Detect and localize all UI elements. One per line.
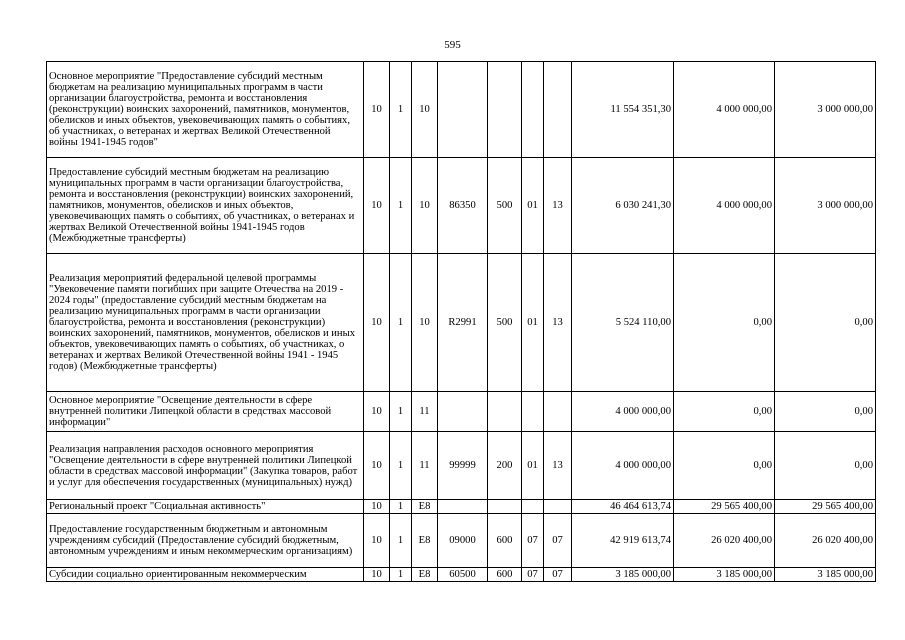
table-row [47, 500, 876, 514]
row-name: Региональный проект "Социальная активность" [47, 500, 364, 514]
code-cell: 1 [390, 432, 412, 500]
code-cell [488, 62, 522, 158]
amount-cell: 26 020 400,00 [674, 514, 775, 568]
code-cell [438, 500, 488, 514]
code-cell: 1 [390, 514, 412, 568]
code-cell: 1 [390, 158, 412, 254]
code-cell: 1 [390, 62, 412, 158]
amount-cell: 4 000 000,00 [674, 62, 775, 158]
table-row [47, 514, 876, 568]
code-cell: E8 [412, 500, 438, 514]
code-cell: 07 [522, 514, 544, 568]
code-cell [488, 500, 522, 514]
amount-cell: 0,00 [775, 392, 876, 432]
code-cell: 1 [390, 500, 412, 514]
amount-cell: 4 000 000,00 [572, 432, 674, 500]
row-name: Реализация мероприятий федеральной целевой программы "Увековечение памяти погибших при защите Отечества на 2019 - 2024 годы" (предоставление субсидий местным бюджетам на реализацию муниципальных программ в части организации благоустройства, ремонта и восстановления (реконструкции) воинских захоронений, памятников, монументов, обелисков и иных объектов, увековечивающих память о событиях, об участниках, о ветеранах и жертвах Великой Отечественной войны 1941 - 1945 годов) (Межбюджетные трансферты) [47, 254, 364, 392]
amount-cell: 6 030 241,30 [572, 158, 674, 254]
code-cell [438, 392, 488, 432]
code-cell: 1 [390, 254, 412, 392]
code-cell [544, 392, 572, 432]
page-number: 595 [444, 39, 461, 51]
code-cell: 01 [522, 254, 544, 392]
row-name: Основное мероприятие "Освещение деятельности в сфере внутренней политики Липецкой области в средствах массовой информации" [47, 392, 364, 432]
table-row [47, 62, 876, 158]
code-cell [544, 62, 572, 158]
amount-cell: 11 554 351,30 [572, 62, 674, 158]
code-cell: E8 [412, 568, 438, 582]
row-name: Предоставление субсидий местным бюджетам на реализацию муниципальных программ в части организации благоустройства, ремонта и восстановления (реконструкции) воинских захоронений, памятников, монументов, обелисков и иных объектов, увековечивающих память о событиях, об участниках, о ветеранах и жертвах Великой Отечественной войны 1941-1945 годов (Межбюджетные трансферты) [47, 158, 364, 254]
table-row [47, 432, 876, 500]
code-cell: R2991 [438, 254, 488, 392]
amount-cell: 0,00 [674, 432, 775, 500]
code-cell: 99999 [438, 432, 488, 500]
code-cell: 1 [390, 392, 412, 432]
code-cell: 600 [488, 514, 522, 568]
amount-cell: 26 020 400,00 [775, 514, 876, 568]
amount-cell: 42 919 613,74 [572, 514, 674, 568]
code-cell: 13 [544, 432, 572, 500]
table-row [47, 392, 876, 432]
amount-cell: 0,00 [775, 254, 876, 392]
code-cell: 01 [522, 432, 544, 500]
code-cell: 600 [488, 568, 522, 582]
code-cell: 01 [522, 158, 544, 254]
code-cell: 13 [544, 158, 572, 254]
code-cell [522, 500, 544, 514]
code-cell: 07 [544, 514, 572, 568]
code-cell: 10 [364, 568, 390, 582]
amount-cell: 0,00 [674, 392, 775, 432]
amount-cell: 29 565 400,00 [674, 500, 775, 514]
amount-cell: 5 524 110,00 [572, 254, 674, 392]
amount-cell: 4 000 000,00 [572, 392, 674, 432]
row-name: Реализация направления расходов основного мероприятия "Освещение деятельности в сфере внутренней политики Липецкой области в средствах массовой информации" (Закупка товаров, работ и услуг для обеспечения государственных (муниципальных) нужд) [47, 432, 364, 500]
code-cell: 10 [364, 392, 390, 432]
code-cell: 10 [364, 158, 390, 254]
code-cell: 60500 [438, 568, 488, 582]
table-row [47, 568, 876, 582]
budget-table [46, 61, 876, 582]
code-cell: 10 [364, 254, 390, 392]
amount-cell: 46 464 613,74 [572, 500, 674, 514]
amount-cell: 3 185 000,00 [572, 568, 674, 582]
code-cell: 10 [364, 500, 390, 514]
amount-cell: 3 185 000,00 [674, 568, 775, 582]
amount-cell: 3 000 000,00 [775, 158, 876, 254]
table-row [47, 158, 876, 254]
code-cell: 11 [412, 392, 438, 432]
amount-cell: 3 185 000,00 [775, 568, 876, 582]
code-cell [488, 392, 522, 432]
code-cell: E8 [412, 514, 438, 568]
amount-cell: 0,00 [674, 254, 775, 392]
code-cell: 07 [544, 568, 572, 582]
code-cell: 09000 [438, 514, 488, 568]
code-cell: 1 [390, 568, 412, 582]
row-name: Основное мероприятие "Предоставление субсидий местным бюджетам на реализацию муниципальных программ в части организации благоустройства, ремонта и восстановления (реконструкции) воинских захоронений, памятников, монументов, обелисков и иных объектов, увековечивающих память о событиях, об участниках, о ветеранах и жертвах Великой Отечественной войны 1941-1945 годов" [47, 62, 364, 158]
code-cell [438, 62, 488, 158]
row-name: Предоставление государственным бюджетным и автономным учреждениям субсидий (Предоставление субсидий бюджетным, автономным учреждениям и иным некоммерческим организациям) [47, 514, 364, 568]
code-cell [544, 500, 572, 514]
code-cell: 86350 [438, 158, 488, 254]
code-cell: 10 [412, 254, 438, 392]
code-cell: 500 [488, 254, 522, 392]
row-name: Субсидии социально ориентированным некоммерческим [47, 568, 364, 582]
code-cell: 13 [544, 254, 572, 392]
amount-cell: 3 000 000,00 [775, 62, 876, 158]
code-cell: 11 [412, 432, 438, 500]
amount-cell: 4 000 000,00 [674, 158, 775, 254]
table-row [47, 254, 876, 392]
code-cell: 500 [488, 158, 522, 254]
code-cell: 10 [364, 432, 390, 500]
code-cell: 200 [488, 432, 522, 500]
amount-cell: 29 565 400,00 [775, 500, 876, 514]
amount-cell: 0,00 [775, 432, 876, 500]
code-cell [522, 62, 544, 158]
code-cell: 10 [412, 62, 438, 158]
code-cell: 07 [522, 568, 544, 582]
code-cell [522, 392, 544, 432]
code-cell: 10 [364, 62, 390, 158]
code-cell: 10 [364, 514, 390, 568]
code-cell: 10 [412, 158, 438, 254]
